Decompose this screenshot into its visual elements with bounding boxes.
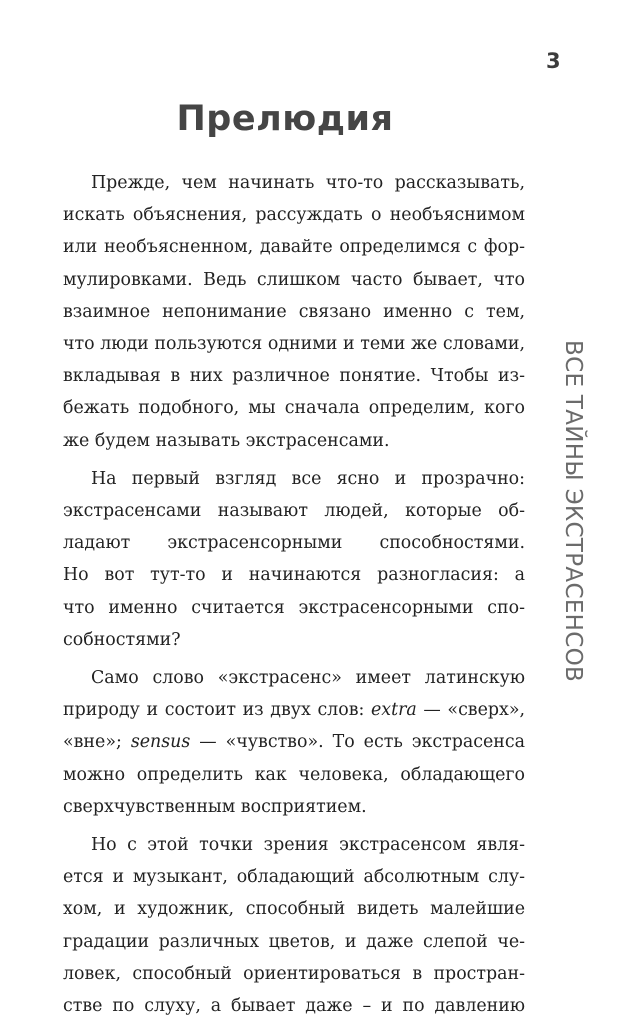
text-fragment: — «сверх», (416, 700, 525, 721)
paragraph-1 (63, 167, 525, 457)
paragraph-2 (63, 463, 525, 656)
running-title (558, 340, 587, 683)
text-line: ладают экстрасенсорными способностями. (63, 533, 525, 554)
text-line: искать объяснения, рассуждать о необъяснимом (63, 205, 525, 226)
text-line: На первый взгляд все ясно и прозрачно: (91, 468, 525, 489)
text-fragment: «вне»; (63, 732, 122, 753)
text-line (63, 694, 525, 726)
text-line: что люди пользуются одними и теми же словами, (63, 334, 525, 355)
latin-word-extra: extra (371, 700, 417, 721)
text-line: можно определить как человека, обладающего (63, 764, 525, 785)
text-line: Прежде, чем начинать что-то рассказывать, (91, 173, 525, 193)
text-line: Но с этой точки зрения экстрасенсом явля- (91, 835, 525, 856)
text-line: стве по слуху, а бывает даже – и по давлению (63, 996, 525, 1017)
chapter-title: Прелюдия (176, 99, 394, 139)
page-number: 3 (546, 49, 561, 73)
text-line: хом, и художник, способный видеть малейшие (63, 899, 525, 920)
latin-word-sensus: sensus (130, 732, 191, 753)
text-fragment: — «чувство». То есть экстрасенса (190, 732, 525, 753)
text-line: сверхчувственным восприятием. (63, 796, 367, 817)
text-line: ется и музыкант, обладающий абсолютным слу- (63, 867, 525, 888)
paragraph-3 (63, 662, 525, 823)
text-line: бежать подобного, мы сначала определим, кого (63, 398, 525, 419)
text-line: градации различных цветов, и даже слепой че- (63, 931, 525, 952)
text-fragment: природу и состоит из двух слов: (63, 700, 365, 721)
text-line: или необъясненном, давайте определимся с фор- (63, 237, 525, 258)
running-title-text: ВСЕ ТАЙНЫ ЭКСТРАСЕНСОВ (560, 340, 586, 683)
text-line (63, 726, 525, 758)
text-line: собностями? (63, 629, 181, 650)
paragraph-4 (63, 829, 525, 1022)
body-text (63, 167, 525, 1022)
text-line: Само слово «экстрасенс» имеет латинскую (91, 668, 525, 689)
text-line: экстрасенсами называют людей, которые об- (63, 501, 525, 522)
text-line: вкладывая в них различное понятие. Чтобы из- (63, 366, 525, 387)
text-line: Но вот тут-то и начинаются разногласия: а (63, 565, 525, 586)
text-line: взаимное непонимание связано именно с тем, (63, 301, 525, 322)
text-line: мулировками. Ведь слишком часто бывает, что (63, 269, 525, 290)
text-line: что именно считается экстрасенсорными спо- (63, 597, 525, 618)
text-line: ловек, способный ориентироваться в простран- (63, 963, 525, 984)
text-line: же будем называть экстрасенсами. (63, 430, 390, 451)
